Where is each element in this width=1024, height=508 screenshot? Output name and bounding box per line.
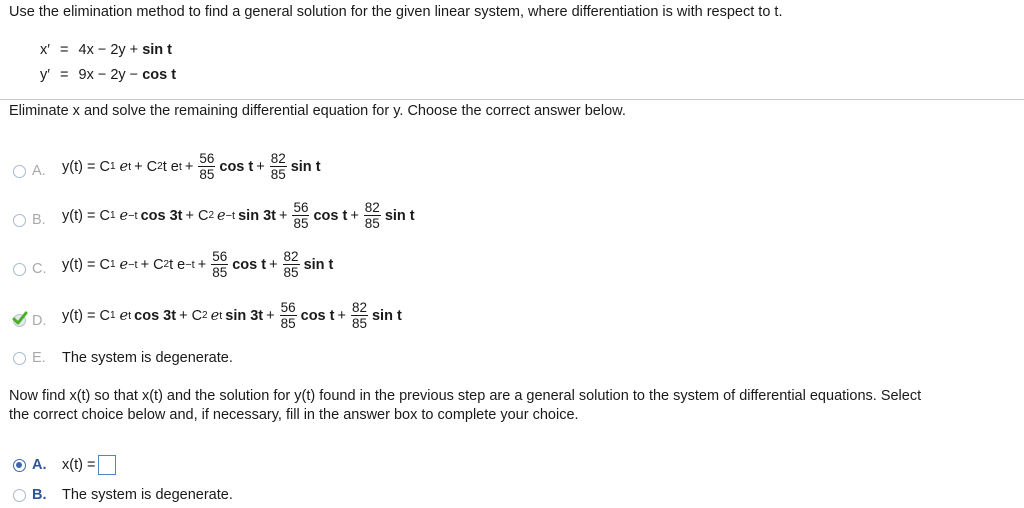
part1-option-e[interactable]: The system is degenerate. — [62, 350, 233, 366]
part1-option-d[interactable] — [62, 300, 402, 331]
part2-option-a-radio[interactable] — [13, 459, 26, 472]
exp-t: t — [219, 309, 223, 322]
part2-option-a[interactable] — [62, 455, 116, 475]
den: 85 — [199, 167, 215, 182]
part1-option-a-radio[interactable] — [13, 165, 26, 178]
y-of-t: y(t) = C — [62, 158, 110, 175]
den: 85 — [293, 216, 309, 231]
part2-prompt-line1: Now find x(t) so that x(t) and the solution for y(t) found in the previous step are a general solution to the system of differential equations. Select — [9, 388, 922, 404]
c1-sub: 1 — [109, 161, 116, 172]
plus: + — [337, 307, 346, 324]
checkmark-icon — [12, 311, 28, 325]
t-e: t e — [169, 256, 186, 273]
answer-input-box[interactable] — [98, 455, 116, 475]
exp-e: e — [210, 307, 220, 324]
plus: + — [256, 158, 265, 175]
plus: + — [269, 256, 278, 273]
part1-option-b[interactable] — [62, 200, 415, 231]
fraction-56-85 — [292, 200, 309, 231]
exp-e: e — [119, 307, 129, 324]
plus: + — [278, 207, 288, 224]
exp-t: t — [178, 160, 182, 173]
exp-t: t — [128, 309, 132, 322]
c2-sub: 2 — [157, 161, 163, 172]
t-e: t e — [162, 158, 179, 175]
num: 56 — [280, 300, 296, 315]
x-of-t-label: x(t) = — [62, 457, 96, 473]
plus: + — [184, 158, 194, 175]
den: 85 — [351, 316, 367, 331]
exp-neg-t: −t — [128, 209, 138, 222]
den: 85 — [280, 316, 296, 331]
fraction-82-85 — [270, 151, 287, 182]
part2-option-b-letter[interactable]: B. — [32, 487, 47, 503]
part1-option-b-radio[interactable] — [13, 214, 26, 227]
fraction-56-85 — [198, 151, 215, 182]
cos-t: cos t — [313, 207, 348, 224]
den: 85 — [270, 167, 286, 182]
plus: + — [350, 207, 359, 224]
eq1-rhs-a: 4x − 2y + — [78, 42, 139, 58]
exp-neg-t: −t — [128, 258, 138, 271]
part1-option-e-radio[interactable] — [13, 352, 26, 365]
part1-option-a-letter[interactable]: A. — [32, 163, 46, 179]
part2-prompt-line2: the correct choice below and, if necessary, fill in the answer box to complete your choice. — [9, 407, 579, 423]
part2-option-b-radio[interactable] — [13, 489, 26, 502]
num: 56 — [199, 151, 215, 166]
den: 85 — [364, 216, 380, 231]
num: 82 — [351, 300, 367, 315]
cos-3t: cos 3t — [140, 207, 183, 224]
plus-c: + C — [134, 158, 158, 175]
c2-sub: 2 — [208, 210, 215, 221]
exp-t: t — [128, 160, 132, 173]
sin-t: sin t — [371, 307, 402, 324]
eq2-lhs: y′ — [40, 67, 50, 83]
eq2-rhs-a: 9x − 2y − — [78, 67, 139, 83]
cos-t: cos t — [232, 256, 267, 273]
equation-y-prime — [40, 67, 176, 83]
eq2-rhs-b: cos t — [142, 67, 177, 83]
exp-e: e — [119, 158, 129, 175]
exp-neg-t: −t — [225, 209, 236, 222]
cos-3t: cos 3t — [134, 307, 177, 324]
plus: + — [266, 307, 275, 324]
part1-option-c-letter[interactable]: C. — [32, 261, 47, 277]
num: 56 — [293, 200, 309, 215]
sin-3t: sin 3t — [238, 207, 276, 224]
exp-e: e — [119, 207, 129, 224]
eq1-rhs-b: sin t — [142, 42, 172, 58]
num: 56 — [212, 249, 228, 264]
fraction-56-85 — [211, 249, 228, 280]
c1-sub: 1 — [109, 210, 116, 221]
part2-option-a-letter[interactable]: A. — [32, 457, 47, 473]
plus: + — [197, 256, 207, 273]
part1-option-e-letter[interactable]: E. — [32, 350, 46, 366]
y-of-t: y(t) = C — [62, 207, 110, 224]
sin-t: sin t — [303, 256, 334, 273]
exp-neg-t: −t — [185, 258, 195, 271]
part1-option-b-letter[interactable]: B. — [32, 212, 46, 228]
sin-t: sin t — [290, 158, 321, 175]
equation-x-prime — [40, 42, 172, 58]
c1-sub: 1 — [109, 259, 116, 270]
eq2-equals: = — [60, 67, 69, 83]
section-divider — [0, 99, 1024, 100]
part1-option-d-letter[interactable]: D. — [32, 313, 47, 329]
c2-sub: 2 — [163, 259, 170, 270]
num: 82 — [283, 249, 299, 264]
plus-c: + C — [140, 256, 164, 273]
c1-sub: 1 — [109, 310, 116, 321]
c2-sub: 2 — [202, 310, 208, 321]
exp-e: e — [217, 207, 226, 224]
eq1-equals: = — [60, 42, 69, 58]
y-of-t: y(t) = C — [62, 307, 110, 324]
den: 85 — [212, 265, 228, 280]
eq1-lhs: x′ — [40, 42, 50, 58]
part1-prompt: Eliminate x and solve the remaining differential equation for y. Choose the correct answer below. — [9, 103, 626, 119]
part1-option-c-radio[interactable] — [13, 263, 26, 276]
num: 82 — [270, 151, 286, 166]
plus-c: + C — [185, 207, 209, 224]
sin-t: sin t — [384, 207, 415, 224]
cos-t: cos t — [300, 307, 335, 324]
fraction-56-85 — [280, 300, 297, 331]
fraction-82-85 — [364, 200, 381, 231]
part2-option-b[interactable]: The system is degenerate. — [62, 487, 233, 503]
plus-c: + C — [179, 307, 203, 324]
part1-option-c[interactable] — [62, 249, 333, 280]
cos-t: cos t — [219, 158, 254, 175]
num: 82 — [364, 200, 380, 215]
exp-e: e — [119, 256, 129, 273]
fraction-82-85 — [351, 300, 368, 331]
part1-option-a[interactable] — [62, 151, 321, 182]
den: 85 — [283, 265, 299, 280]
y-of-t: y(t) = C — [62, 256, 110, 273]
sin-3t: sin 3t — [225, 307, 264, 324]
fraction-82-85 — [283, 249, 300, 280]
question-intro: Use the elimination method to find a general solution for the given linear system, where differentiation is with respect to t. — [9, 4, 783, 20]
